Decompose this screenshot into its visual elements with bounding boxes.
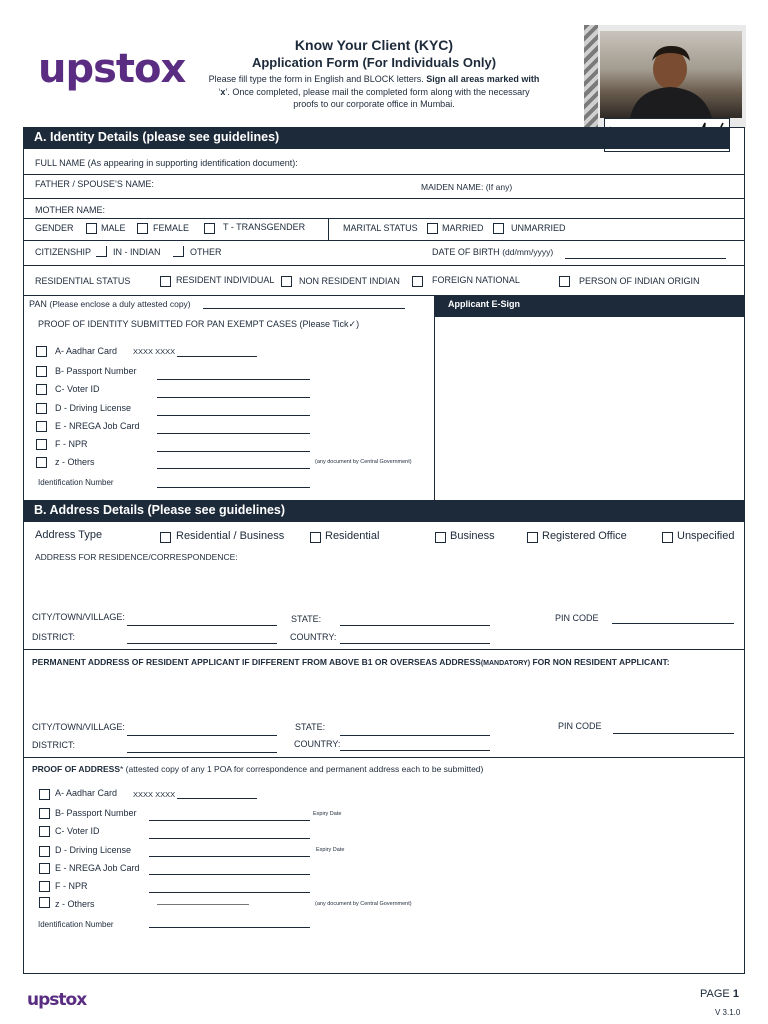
addr-identification-number-field[interactable] <box>149 927 310 928</box>
esign-area[interactable] <box>436 318 744 499</box>
addr-proof-voter-label: C- Voter ID <box>55 826 100 836</box>
photo-frame <box>584 25 746 128</box>
footer-logo: upstox <box>27 990 87 1010</box>
identity-proof-aadhar-label: A- Aadhar Card <box>55 346 118 356</box>
perm-pin-label: PIN CODE <box>558 721 602 731</box>
pio-label: PERSON OF INDIAN ORIGIN <box>579 276 700 286</box>
citizenship-other-label: OTHER <box>190 247 222 257</box>
identity-proof-passport-label: B- Passport Number <box>55 366 137 376</box>
addr-voter-field[interactable] <box>149 838 310 839</box>
identity-proof-voter-label: C- Voter ID <box>55 384 100 394</box>
perm-state-field[interactable] <box>340 735 490 736</box>
addr-npr-field[interactable] <box>149 892 310 893</box>
addr-proof-npr-checkbox[interactable] <box>39 881 50 892</box>
addr-proof-driving-checkbox[interactable] <box>39 846 50 857</box>
foreign-national-label: FOREIGN NATIONAL <box>432 275 520 285</box>
foreign-national-checkbox[interactable] <box>412 276 423 287</box>
identity-others-note: (any document by Central Government) <box>315 459 412 465</box>
identity-proof-nrega-checkbox[interactable] <box>36 421 47 432</box>
corr-pin-label: PIN CODE <box>555 613 599 623</box>
father-spouse-label: FATHER / SPOUSE’S NAME: <box>35 179 154 189</box>
addr-passport-expiry-label: Expiry Date <box>313 811 342 817</box>
section-b-header: B. Address Details (Please see guidelines) <box>23 500 745 522</box>
form-title: Know Your Client (KYC) <box>294 37 454 53</box>
version-label: V 3.1.0 <box>715 1008 741 1017</box>
mother-name-label: MOTHER NAME: <box>35 205 106 215</box>
addr-proof-passport-label: B- Passport Number <box>55 808 137 818</box>
addr-proof-voter-checkbox[interactable] <box>39 826 50 837</box>
poa-label: PROOF OF ADDRESS* (attested copy of any 1 POA for correspondence and permanent address each to be submitted) <box>32 764 484 774</box>
identity-proof-aadhar-checkbox[interactable] <box>36 346 47 357</box>
page-indicator: PAGE 1 <box>700 988 739 1000</box>
perm-city-field[interactable] <box>127 735 277 736</box>
identity-proof-voter-checkbox[interactable] <box>36 384 47 395</box>
identity-proof-others-checkbox[interactable] <box>36 457 47 468</box>
addr-aadhar-field[interactable] <box>177 798 257 799</box>
identity-aadhar-mask: XXXX XXXX <box>133 347 176 356</box>
address-type-label: Address Type <box>35 529 103 541</box>
perm-country-label: COUNTRY: <box>294 739 341 749</box>
identity-nrega-field[interactable] <box>157 433 310 434</box>
identity-proof-npr-label: F - NPR <box>55 439 88 449</box>
residential-status-label: RESIDENTIAL STATUS <box>35 276 131 286</box>
corr-state-field[interactable] <box>340 625 490 626</box>
perm-city-label: CITY/TOWN/VILLAGE: <box>32 722 125 732</box>
corr-state-label: STATE: <box>291 614 322 624</box>
applicant-photo <box>600 31 742 118</box>
dob-field[interactable] <box>565 258 726 259</box>
permanent-address-label: PERMANENT ADDRESS OF RESIDENT APPLICANT IF DIFFERENT FROM ABOVE B1 OR OVERSEAS ADDRESS(MANDATORY) FOR NON RESIDENT APPLICANT: <box>32 657 670 667</box>
resident-individual-label: RESIDENT INDIVIDUAL <box>176 275 275 285</box>
perm-district-field[interactable] <box>127 752 277 753</box>
full-name-label: FULL NAME (As appearing in supporting identification document): <box>35 158 298 168</box>
addr-others-field[interactable] <box>157 904 249 905</box>
marital-unmarried-checkbox[interactable] <box>493 223 504 234</box>
pan-label: PAN (Please enclose a duly attested copy) <box>29 299 191 309</box>
corr-pin-field[interactable] <box>612 623 734 624</box>
corr-country-label: COUNTRY: <box>290 632 337 642</box>
identity-driving-field[interactable] <box>157 415 310 416</box>
addr-type-unspecified-checkbox[interactable] <box>662 532 673 543</box>
person-silhouette-icon <box>600 31 742 118</box>
nri-label: NON RESIDENT INDIAN <box>299 276 400 286</box>
addr-driving-field[interactable] <box>149 856 310 857</box>
identity-others-field[interactable] <box>157 468 310 469</box>
corr-city-label: CITY/TOWN/VILLAGE: <box>32 612 125 622</box>
identity-npr-field[interactable] <box>157 451 310 452</box>
identity-proof-nrega-label: E - NREGA Job Card <box>55 421 140 431</box>
addr-nrega-field[interactable] <box>149 874 310 875</box>
pan-field[interactable] <box>203 308 405 309</box>
esign-header: Applicant E-Sign <box>435 295 745 317</box>
identity-passport-field[interactable] <box>157 379 310 380</box>
identity-proof-passport-checkbox[interactable] <box>36 366 47 377</box>
citizenship-other-checkbox[interactable] <box>173 246 184 257</box>
addr-type-registered-label: Registered Office <box>542 530 627 542</box>
dob-label: DATE OF BIRTH (dd/mm/yyyy) <box>432 247 554 257</box>
addr-passport-field[interactable] <box>149 820 310 821</box>
upstox-logo: upstox <box>38 46 186 92</box>
identity-aadhar-field[interactable] <box>177 356 257 357</box>
identity-identification-number-field[interactable] <box>157 487 310 488</box>
citizenship-indian-label: IN - INDIAN <box>113 247 161 257</box>
gender-male-checkbox[interactable] <box>86 223 97 234</box>
gender-label: GENDER <box>35 223 74 233</box>
identity-proof-driving-checkbox[interactable] <box>36 403 47 414</box>
section-a-header: A. Identity Details (please see guidelines) <box>23 127 730 149</box>
addr-proof-passport-checkbox[interactable] <box>39 808 50 819</box>
gender-female-checkbox[interactable] <box>137 223 148 234</box>
gender-male-label: MALE <box>101 223 126 233</box>
gender-transgender-checkbox[interactable] <box>204 223 215 234</box>
addr-proof-others-label: z - Others <box>55 899 95 909</box>
maiden-name-label: MAIDEN NAME: (If any) <box>421 182 513 192</box>
identity-proof-npr-checkbox[interactable] <box>36 439 47 450</box>
addr-type-unspecified-label: Unspecified <box>677 530 735 542</box>
perm-state-label: STATE: <box>295 722 326 732</box>
resident-individual-checkbox[interactable] <box>160 276 171 287</box>
corr-country-field[interactable] <box>340 643 490 644</box>
addr-identification-number-label: Identification Number <box>38 920 114 929</box>
pio-checkbox[interactable] <box>559 276 570 287</box>
addr-others-note: (any document by Central Government) <box>315 901 412 907</box>
addr-proof-nrega-checkbox[interactable] <box>39 863 50 874</box>
corr-city-field[interactable] <box>127 625 277 626</box>
identity-proof-driving-label: D - Driving License <box>55 403 132 413</box>
addr-type-business-label: Business <box>450 530 495 542</box>
perm-district-label: DISTRICT: <box>32 740 76 750</box>
addr-type-registered-checkbox[interactable] <box>527 532 538 543</box>
addr-driving-expiry-label: Expiry Date <box>316 847 345 853</box>
addr-proof-aadhar-label: A- Aadhar Card <box>55 788 118 798</box>
corr-address-label: ADDRESS FOR RESIDENCE/CORRESPONDENCE: <box>35 552 238 562</box>
perm-country-field[interactable] <box>340 750 490 751</box>
corr-district-field[interactable] <box>127 643 277 644</box>
identity-voter-field[interactable] <box>157 397 310 398</box>
identity-proof-others-label: z - Others <box>55 457 95 467</box>
addr-proof-nrega-label: E - NREGA Job Card <box>55 863 140 873</box>
form-subtitle: Application Form (For Individuals Only) <box>251 55 497 70</box>
marital-married-label: MARRIED <box>442 223 484 233</box>
marital-status-label: MARITAL STATUS <box>343 223 418 233</box>
addr-proof-npr-label: F - NPR <box>55 881 88 891</box>
addr-type-residential-checkbox[interactable] <box>310 532 321 543</box>
marital-unmarried-label: UNMARRIED <box>511 223 566 233</box>
addr-aadhar-mask: XXXX XXXX <box>133 790 176 799</box>
gender-transgender-label: T - TRANSGENDER <box>223 222 306 232</box>
perm-pin-field[interactable] <box>613 733 734 734</box>
addr-proof-driving-label: D - Driving License <box>55 845 132 855</box>
addr-proof-others-checkbox[interactable] <box>39 897 50 908</box>
addr-type-residential-label: Residential <box>325 530 380 542</box>
instructions: Please fill type the form in English and BLOCK letters. Sign all areas marked with ‘x’. Once completed, please mail the completed form along with the necessary proofs to our corporate office in Mumbai. <box>208 74 540 109</box>
nri-checkbox[interactable] <box>281 276 292 287</box>
proof-identity-title: PROOF OF IDENTITY SUBMITTED FOR PAN EXEMPT CASES (Please Tick✓) <box>38 319 360 329</box>
addr-type-business-checkbox[interactable] <box>435 532 446 543</box>
identity-identification-number-label: Identification Number <box>38 478 114 487</box>
photo-border-stripes <box>584 25 598 128</box>
gender-female-label: FEMALE <box>153 223 190 233</box>
corr-district-label: DISTRICT: <box>32 632 76 642</box>
addr-type-res-business-label: Residential / Business <box>176 530 285 542</box>
addr-type-res-business-checkbox[interactable] <box>160 532 171 543</box>
citizenship-indian-checkbox[interactable] <box>96 246 107 257</box>
citizenship-label: CITIZENSHIP <box>35 247 92 257</box>
marital-married-checkbox[interactable] <box>427 223 438 234</box>
addr-proof-aadhar-checkbox[interactable] <box>39 789 50 800</box>
